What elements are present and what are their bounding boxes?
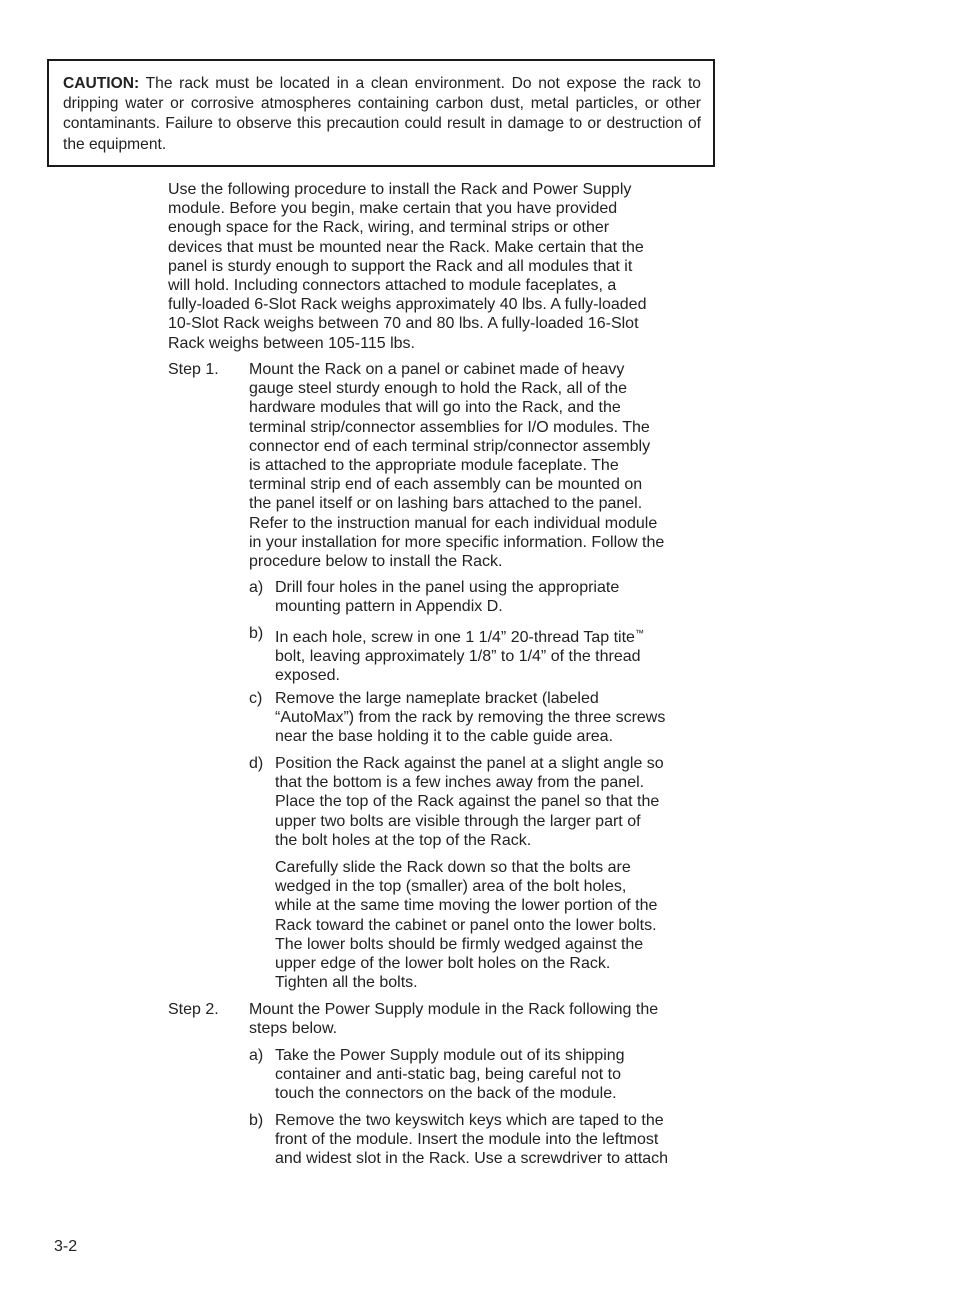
substep-line: Tighten all the bolts.: [275, 974, 418, 992]
intro-line: enough space for the Rack, wiring, and terminal strips or other: [168, 219, 610, 237]
step-line: Mount the Power Supply module in the Rack following the: [249, 1001, 659, 1018]
substep-text: [275, 689, 699, 747]
substep-text: [275, 1111, 699, 1169]
substep-line: Remove the large nameplate bracket (labeled: [275, 690, 599, 707]
step-line: connector end of each terminal strip/connector assembly: [249, 437, 651, 455]
substep-line: Rack toward the cabinet or panel onto the lower bolts.: [275, 916, 657, 934]
substep-label: b): [249, 1112, 264, 1129]
step-line: gauge steel sturdy enough to hold the Rack, all of the: [249, 380, 628, 398]
substep-text: [275, 624, 699, 686]
substep-line: bolt, leaving approximately 1/8” to 1/4” of the thread: [275, 648, 641, 666]
substep-text: [275, 578, 699, 616]
substep-line: front of the module. Insert the module into the leftmost: [275, 1131, 659, 1149]
step-line: the panel itself or on lashing bars attached to the panel.: [249, 495, 643, 513]
substep-label: d): [249, 755, 264, 772]
substep-line: wedged in the top (smaller) area of the bolt holes,: [275, 878, 627, 896]
step-line: procedure below to install the Rack.: [249, 553, 503, 571]
substep-label: b): [249, 625, 264, 642]
step-1-label: Step 1.: [168, 361, 219, 378]
caution-label: CAUTION:: [63, 75, 140, 92]
caution-text: The rack must be located in a clean environment. Do not expose the rack to dripping water or corrosive atmospheres containing carbon dust, metal particles, or other contaminants. Failure to observe this precaution could result in damage to or destruction of the equipment.: [63, 75, 701, 153]
substep-line: the bolt holes at the top of the Rack.: [275, 831, 532, 849]
substep-line: Drill four holes in the panel using the appropriate: [275, 579, 620, 596]
substep-line: Remove the two keyswitch keys which are taped to the: [275, 1112, 664, 1129]
step-line: Mount the Rack on a panel or cabinet made of heavy: [249, 361, 625, 378]
substep-label: a): [249, 579, 264, 596]
intro-line: 10-Slot Rack weighs between 70 and 80 lbs. A fully-loaded 16-Slot: [168, 315, 639, 333]
substep-line: Carefully slide the Rack down so that the bolts are: [275, 859, 631, 876]
step-1-text: [249, 360, 694, 571]
substep-line: and widest slot in the Rack. Use a screwdriver to attach: [275, 1150, 669, 1168]
intro-line: will hold. Including connectors attached to module faceplates, a: [168, 277, 617, 295]
step-line: steps below.: [249, 1020, 338, 1038]
step-2-label: Step 2.: [168, 1001, 219, 1018]
substep-line: touch the connectors on the back of the module.: [275, 1085, 617, 1103]
step-line: hardware modules that will go into the Rack, and the: [249, 399, 621, 417]
step-line: is attached to the appropriate module faceplate. The: [249, 457, 619, 475]
substep-line: Place the top of the Rack against the panel so that the: [275, 793, 660, 811]
intro-line: Rack weighs between 105-115 lbs.: [168, 334, 415, 352]
step-2-text: [249, 1000, 694, 1038]
substep-line: [275, 624, 699, 647]
substep-line: Position the Rack against the panel at a slight angle so: [275, 755, 664, 772]
substep-text: [275, 754, 699, 850]
substep-line: upper edge of the lower bolt holes on the Rack.: [275, 955, 611, 973]
step-line: terminal strip end of each assembly can be mounted on: [249, 476, 643, 494]
step-line: Refer to the instruction manual for each individual module: [249, 514, 658, 532]
intro-paragraph: [168, 180, 698, 353]
substep-line: mounting pattern in Appendix D.: [275, 598, 503, 616]
substep-line: The lower bolts should be firmly wedged against the: [275, 935, 644, 953]
substep-line: “AutoMax”) from the rack by removing the three screws: [275, 709, 666, 727]
substep-line: Take the Power Supply module out of its shipping: [275, 1047, 625, 1064]
intro-line: panel is sturdy enough to support the Rack and all modules that it: [168, 257, 633, 275]
substep-line: while at the same time moving the lower portion of the: [275, 897, 658, 915]
trademark-symbol: ™: [634, 628, 644, 638]
substep-line: upper two bolts are visible through the larger part of: [275, 812, 641, 830]
substep-label: a): [249, 1047, 264, 1064]
substep-text: [275, 1046, 699, 1104]
intro-line: module. Before you begin, make certain that you have provided: [168, 200, 618, 218]
substep-text: [275, 858, 699, 992]
intro-line: devices that must be mounted near the Rack. Make certain that the: [168, 238, 644, 256]
step-line: in your installation for more specific information. Follow the: [249, 533, 665, 551]
caution-box: [47, 59, 715, 167]
substep-line: container and anti-static bag, being careful not to: [275, 1066, 621, 1084]
substep-line-text: In each hole, screw in one 1 1/4” 20-thread Tap tite: [275, 629, 635, 646]
substep-line: that the bottom is a few inches away from the panel.: [275, 774, 645, 792]
substep-line: near the base holding it to the cable guide area.: [275, 728, 614, 746]
substep-label: c): [249, 690, 263, 707]
substep-line: exposed.: [275, 667, 340, 685]
intro-line: fully-loaded 6-Slot Rack weighs approximately 40 lbs. A fully-loaded: [168, 296, 647, 314]
intro-line: Use the following procedure to install the Rack and Power Supply: [168, 181, 632, 198]
page-number: 3-2: [54, 1238, 78, 1255]
step-line: terminal strip/connector assemblies for I/O modules. The: [249, 418, 650, 436]
